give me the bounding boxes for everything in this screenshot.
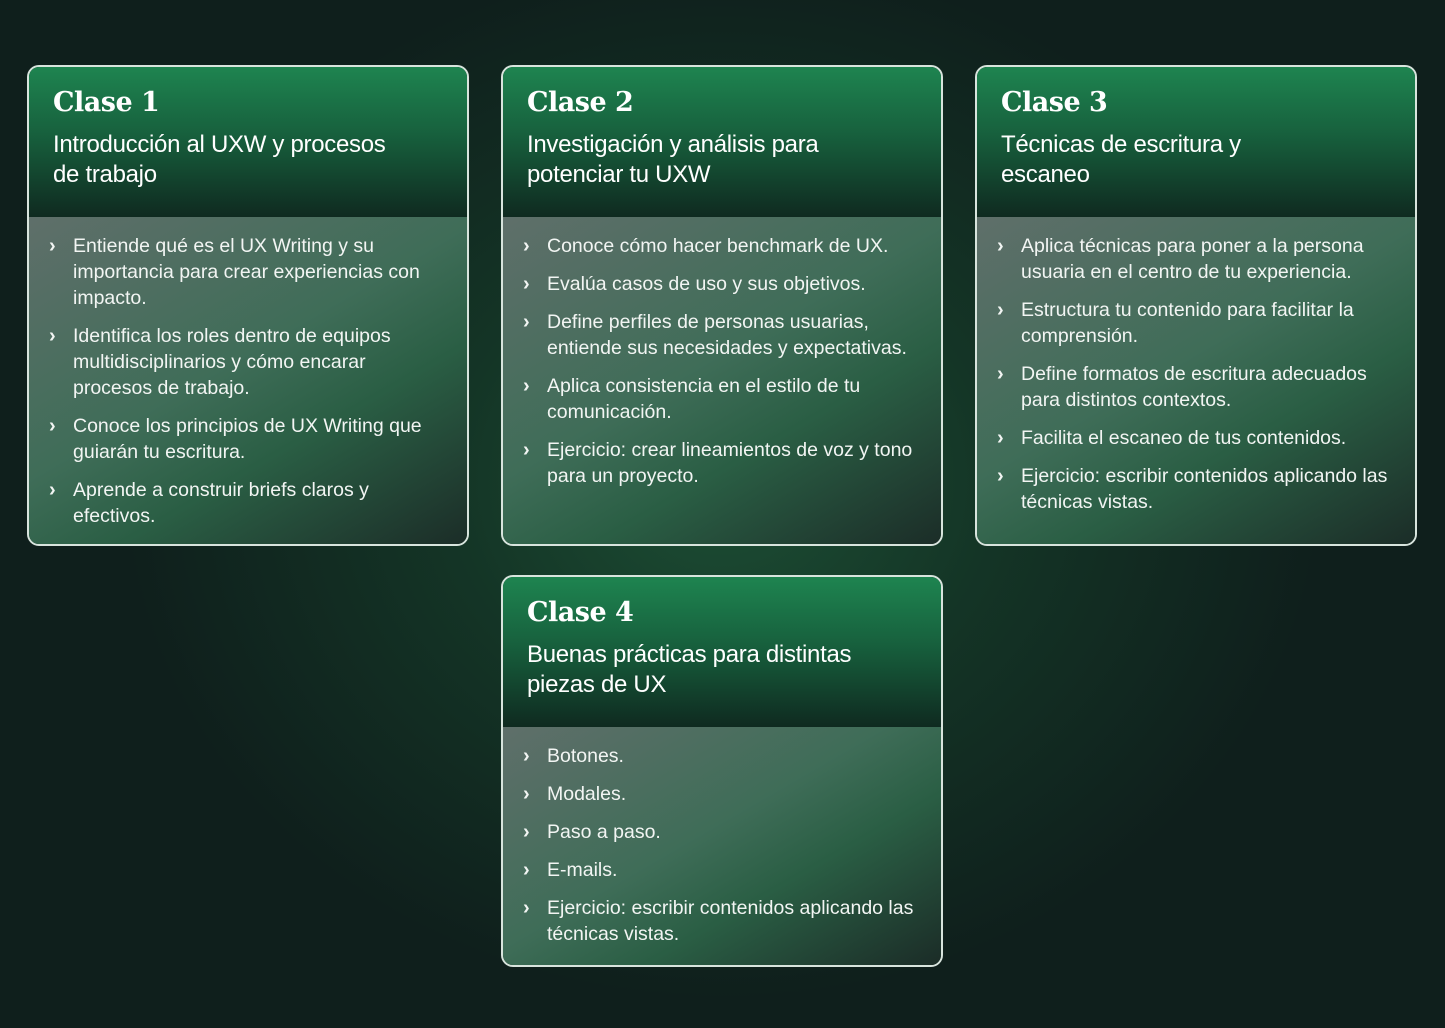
chevron-right-icon: › [523, 439, 530, 461]
card-subtitle: Buenas prácticas para distintas piezas de UX [527, 641, 852, 698]
chevron-right-icon: › [523, 897, 530, 919]
card-header [29, 67, 467, 217]
class-card-3 [975, 65, 1417, 546]
card-subtitle: Técnicas de escritura y escaneo [1001, 131, 1241, 188]
list-item-text: Aplica técnicas para poner a la persona usuaria en el centro de tu experiencia. [1021, 235, 1364, 283]
chevron-right-icon: › [49, 415, 56, 437]
list-item-text: Conoce los principios de UX Writing que guiarán tu escritura. [73, 415, 422, 463]
list-item [997, 297, 1395, 349]
topic-list [523, 233, 921, 489]
list-item-text: Estructura tu contenido para facilitar la comprensión. [1021, 299, 1354, 347]
list-item-text: Ejercicio: crear lineamientos de voz y tono para un proyecto. [547, 439, 913, 487]
list-item-text: Aplica consistencia en el estilo de tu comunicación. [547, 375, 861, 423]
card-header [503, 67, 941, 217]
chevron-right-icon: › [997, 235, 1004, 257]
chevron-right-icon: › [523, 375, 530, 397]
list-item [523, 373, 921, 425]
list-item [523, 857, 921, 883]
list-item [997, 463, 1395, 515]
topic-list [997, 233, 1395, 515]
list-item [997, 425, 1395, 451]
card-title: Clase 4 [527, 597, 634, 628]
chevron-right-icon: › [523, 783, 530, 805]
card-subtitle: Introducción al UXW y procesos de trabajo [53, 131, 386, 188]
class-card-1 [27, 65, 469, 546]
list-item [523, 743, 921, 769]
list-item [49, 413, 447, 465]
chevron-right-icon: › [49, 479, 56, 501]
list-item [997, 361, 1395, 413]
class-card-2 [501, 65, 943, 546]
list-item-text: Ejercicio: escribir contenidos aplicando las técnicas vistas. [547, 897, 914, 945]
list-item-text: Entiende qué es el UX Writing y su importancia para crear experiencias con impacto. [73, 235, 420, 309]
card-title: Clase 2 [527, 87, 634, 118]
chevron-right-icon: › [997, 299, 1004, 321]
chevron-right-icon: › [523, 745, 530, 767]
card-body [503, 217, 941, 546]
card-subtitle: Investigación y análisis para potenciar tu UXW [527, 131, 819, 188]
chevron-right-icon: › [997, 363, 1004, 385]
list-item-text: Ejercicio: escribir contenidos aplicando las técnicas vistas. [1021, 465, 1388, 513]
list-item [523, 437, 921, 489]
list-item-text: Define perfiles de personas usuarias, entiende sus necesidades y expectativas. [547, 311, 907, 359]
list-item-text: Identifica los roles dentro de equipos multidisciplinarios y cómo encarar procesos de trabajo. [73, 325, 391, 399]
list-item [523, 895, 921, 947]
card-body [977, 217, 1415, 546]
list-item-text: Define formatos de escritura adecuados para distintos contextos. [1021, 363, 1367, 411]
chevron-right-icon: › [49, 325, 56, 347]
list-item-text: E-mails. [547, 859, 618, 881]
card-body [503, 727, 941, 965]
card-header [503, 577, 941, 727]
class-card-4 [501, 575, 943, 967]
chevron-right-icon: › [523, 235, 530, 257]
list-item [523, 233, 921, 259]
list-item [523, 309, 921, 361]
card-body [29, 217, 467, 546]
card-title: Clase 3 [1001, 87, 1108, 118]
chevron-right-icon: › [523, 859, 530, 881]
list-item-text: Botones. [547, 745, 624, 767]
list-item [49, 477, 447, 529]
chevron-right-icon: › [523, 311, 530, 333]
list-item [997, 233, 1395, 285]
list-item-text: Aprende a construir briefs claros y efectivos. [73, 479, 369, 527]
list-item [523, 271, 921, 297]
list-item-text: Conoce cómo hacer benchmark de UX. [547, 235, 889, 257]
list-item [523, 819, 921, 845]
chevron-right-icon: › [523, 273, 530, 295]
topic-list [523, 743, 921, 947]
chevron-right-icon: › [997, 427, 1004, 449]
list-item-text: Modales. [547, 783, 627, 805]
list-item-text: Paso a paso. [547, 821, 661, 843]
list-item [49, 323, 447, 401]
card-title: Clase 1 [53, 87, 160, 118]
list-item-text: Facilita el escaneo de tus contenidos. [1021, 427, 1347, 449]
card-header [977, 67, 1415, 217]
chevron-right-icon: › [997, 465, 1004, 487]
list-item [523, 781, 921, 807]
chevron-right-icon: › [49, 235, 56, 257]
list-item [49, 233, 447, 311]
list-item-text: Evalúa casos de uso y sus objetivos. [547, 273, 866, 295]
chevron-right-icon: › [523, 821, 530, 843]
topic-list [49, 233, 447, 529]
